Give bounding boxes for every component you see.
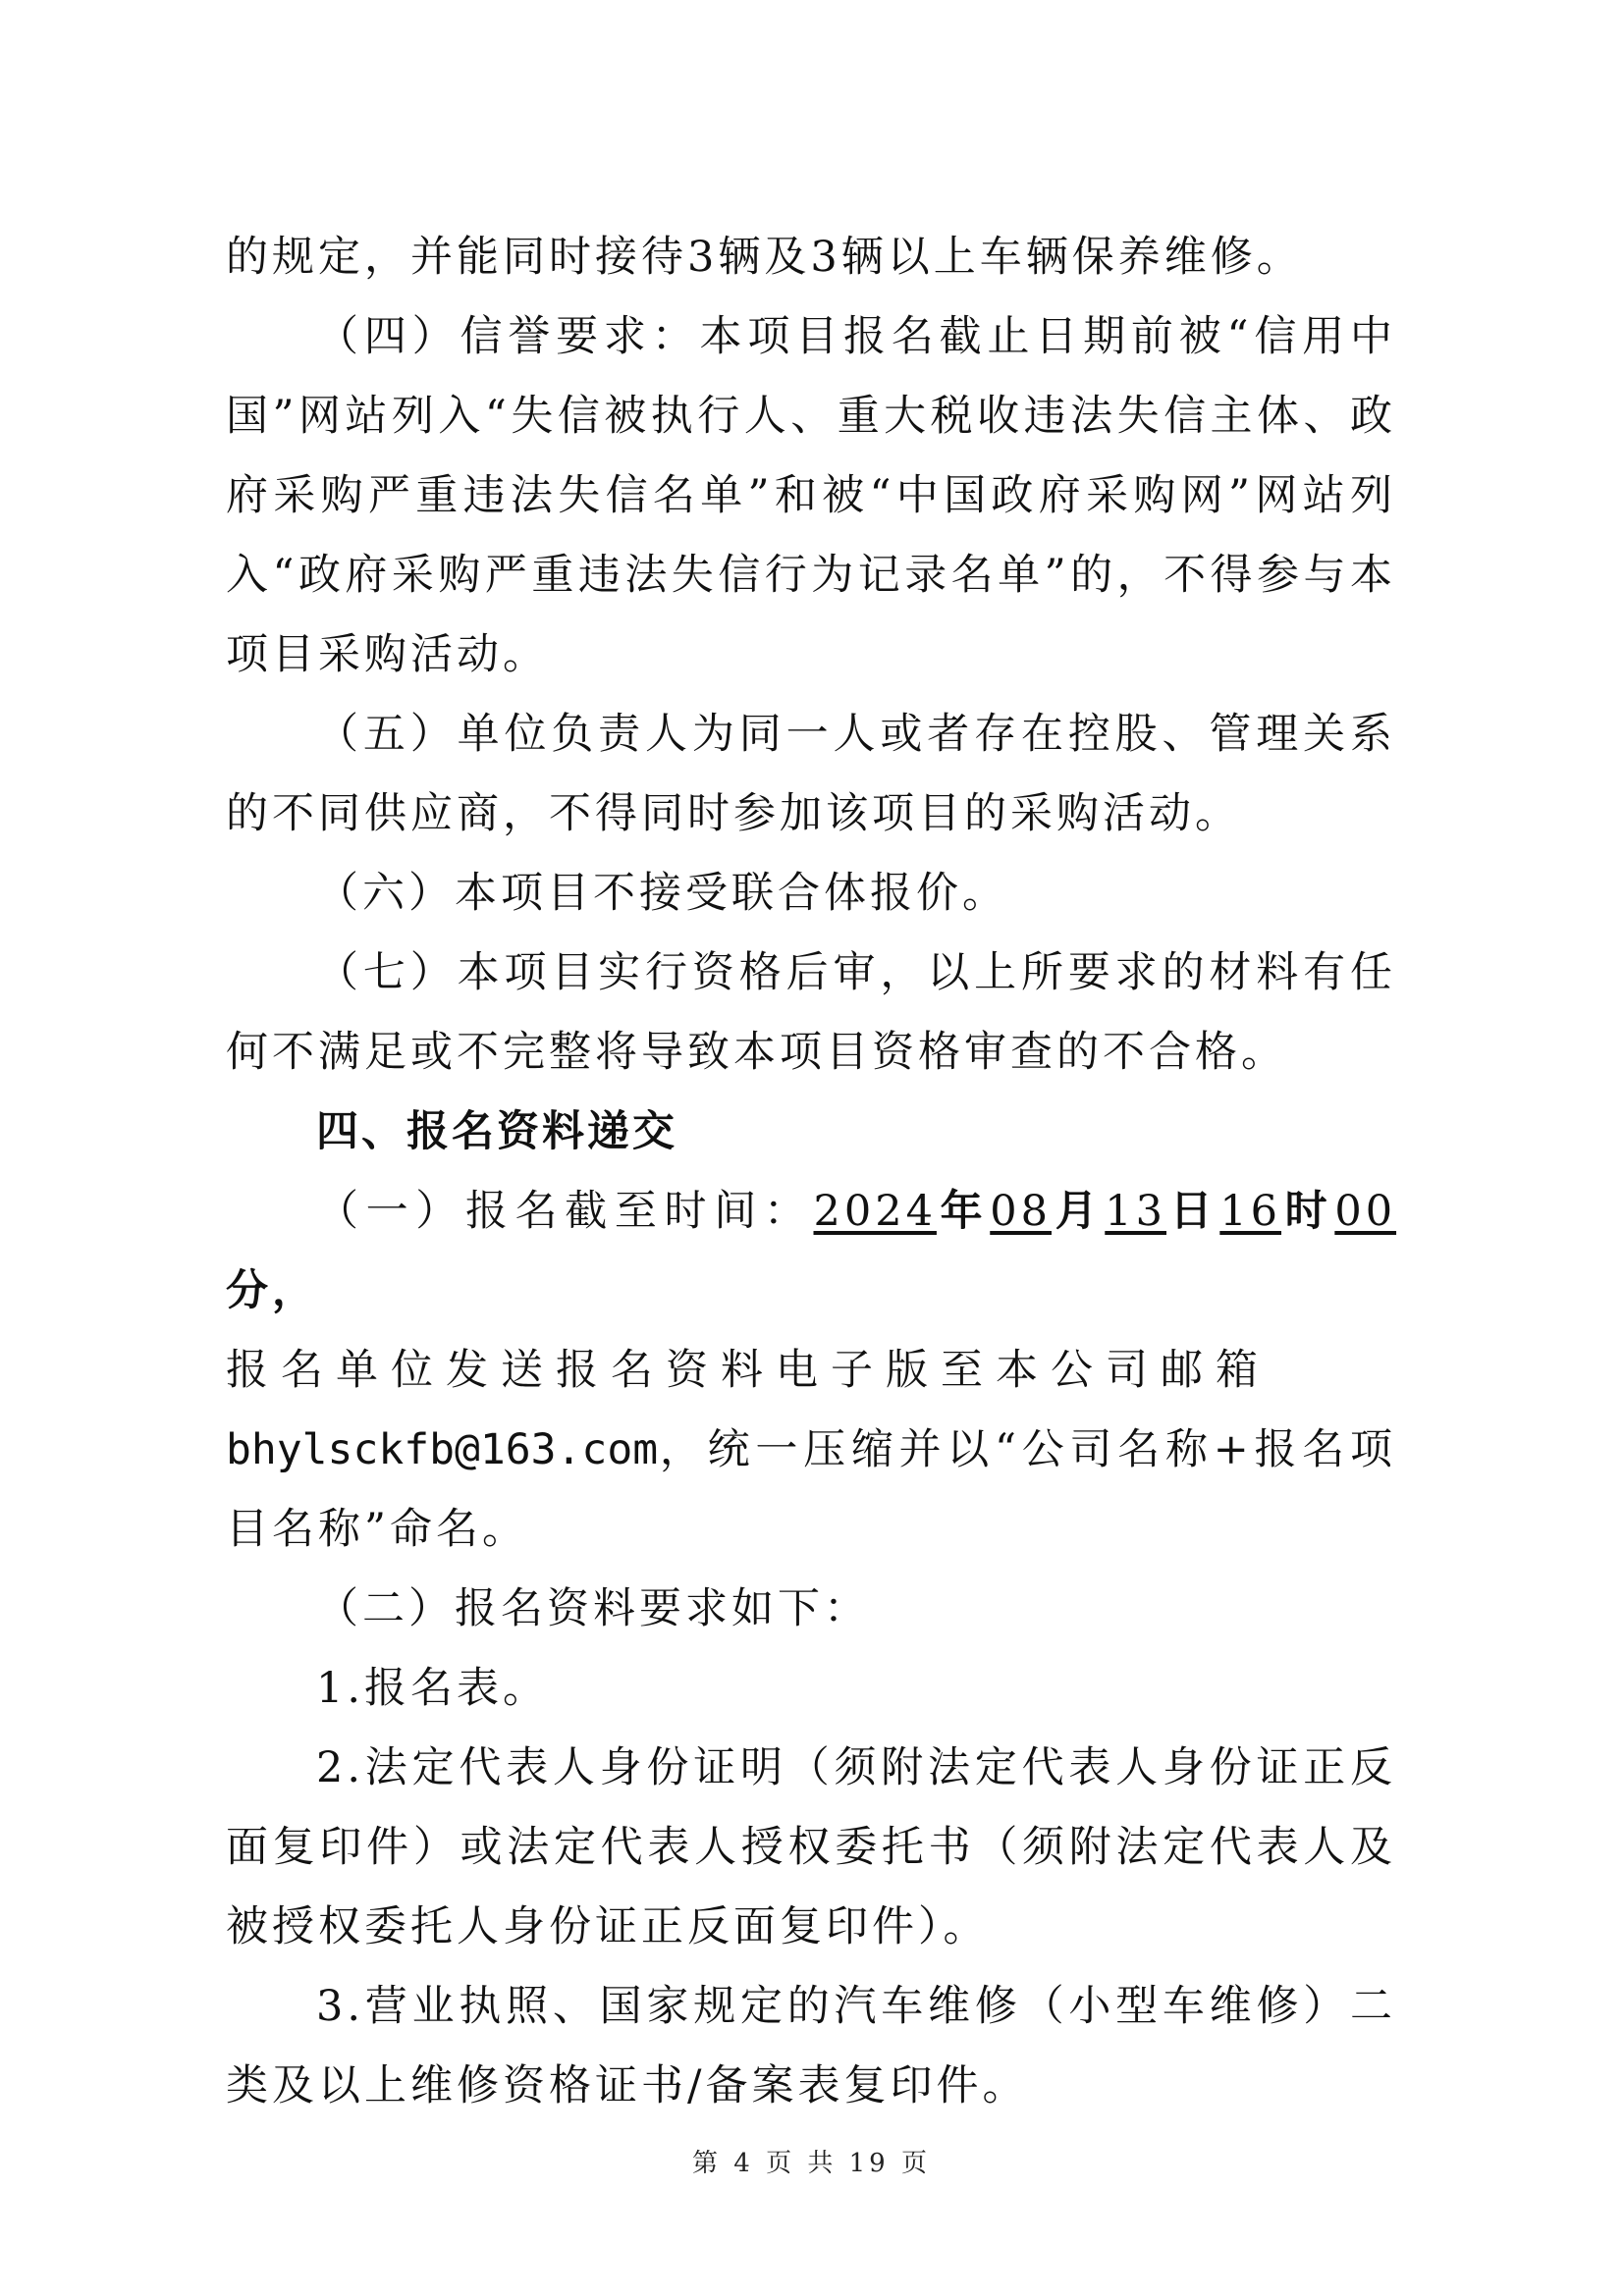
deadline-month: 08 bbox=[990, 1187, 1052, 1236]
deadline-year: 2024 bbox=[813, 1187, 937, 1236]
requirement-item-1: 1.报名表。 bbox=[316, 1664, 550, 1713]
naming-rule: ，统一压缩并以“公司名称+报名项目名称”命名。 bbox=[226, 1425, 1396, 1554]
paragraph-requirements-intro: （二）报名资料要求如下： bbox=[316, 1584, 870, 1633]
requirement-item-3: 3.营业执照、国家规定的汽车维修（小型车维修）二类及以上维修资格证书/备案表复印件。 bbox=[226, 1982, 1396, 2110]
paragraph-continuation: 的规定，并能同时接待3辆及3辆以上车辆保养维修。 bbox=[226, 233, 1303, 282]
deadline-year-unit: 年 bbox=[936, 1187, 991, 1236]
requirement-item-2: 2.法定代表人身份证明（须附法定代表人身份证正反面复印件）或法定代表人授权委托书（须附法定代表人及被授权委托人身份证正反面复印件）。 bbox=[226, 1743, 1396, 1951]
page-number-footer: 第 4 页 共 19 页 bbox=[692, 2149, 931, 2178]
paragraph-credit-requirement: （四）信誉要求：本项目报名截止日期前被“信用中国”网站列入“失信被执行人、重大税收违法失信主体、政府采购严重违法失信名单”和被“中国政府采购网”网站列入“政府采购严重违法失信行为记录名单”的，不得参与本项目采购活动。 bbox=[226, 312, 1396, 679]
deadline-minute: 00 bbox=[1334, 1187, 1397, 1236]
paragraph-send-email: 报名单位发送报名资料电子版至本公司邮箱 bbox=[226, 1346, 1271, 1395]
section-heading: 四、报名资料递交 bbox=[316, 1107, 677, 1156]
paragraph-post-qualification: （七）本项目实行资格后审，以上所要求的材料有任何不满足或不完整将导致本项目资格审查的不合格。 bbox=[226, 948, 1396, 1077]
document-body bbox=[226, 218, 1396, 2126]
deadline-minute-unit: 分， bbox=[226, 1266, 318, 1315]
paragraph-deadline bbox=[226, 1172, 1396, 1331]
deadline-day-unit: 日 bbox=[1166, 1187, 1220, 1236]
deadline-day: 13 bbox=[1105, 1187, 1166, 1236]
deadline-hour: 16 bbox=[1219, 1187, 1282, 1236]
deadline-month-unit: 月 bbox=[1051, 1187, 1106, 1236]
deadline-prefix: （一）报名截至时间： bbox=[316, 1187, 814, 1236]
paragraph-same-owner-rule: （五）单位负责人为同一人或者存在控股、管理关系的不同供应商，不得同时参加该项目的采购活动。 bbox=[226, 710, 1396, 838]
paragraph-email-naming bbox=[226, 1411, 1396, 1570]
email-address: bhylsckfb@163.com bbox=[226, 1425, 659, 1474]
paragraph-no-consortium: （六）本项目不接受联合体报价。 bbox=[316, 869, 1008, 918]
deadline-hour-unit: 时 bbox=[1281, 1187, 1335, 1236]
